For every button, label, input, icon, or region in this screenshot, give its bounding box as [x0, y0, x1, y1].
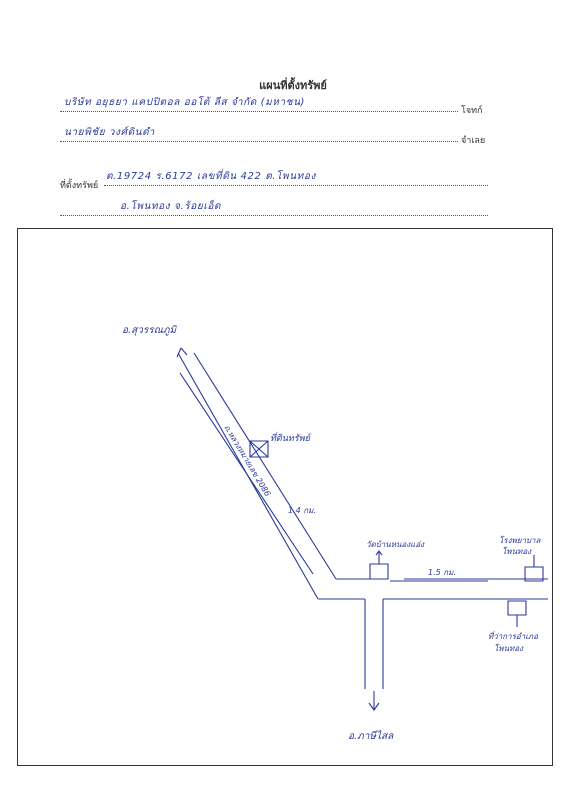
road-name: ถ.หลวงหมายเลข 2086 — [222, 423, 273, 499]
hospital-icon — [525, 555, 543, 581]
arrow-south — [369, 691, 379, 710]
district-office-icon — [508, 601, 526, 627]
location-line-2 — [60, 201, 488, 216]
hospital-label-2: โพนทอง — [502, 547, 532, 556]
label-south: อ.ภาษีไสล — [348, 731, 394, 742]
arrow-north — [177, 348, 187, 357]
defendant-value: นายพิชัย วงศ์ดินดำ — [64, 127, 155, 138]
location-value-2: อ.โพนทอง จ.ร้อยเอ็ด — [120, 201, 222, 212]
district-office-label-2: โพนทอง — [494, 644, 524, 653]
district-office-label-1: ที่ว่าการอำเภอ — [488, 632, 538, 641]
distance-2-label: 1.5 กม. — [428, 568, 456, 577]
page-title: แผนที่ตั้งทรัพย์ — [259, 79, 327, 92]
defendant-line — [60, 127, 458, 142]
location-map — [18, 229, 552, 765]
location-value-1: ต.19724 ร.6172 เลขที่ดิน 422 ต.โพนทอง — [106, 171, 316, 182]
hospital-label-1: โรงพยาบาล — [499, 536, 541, 545]
plaintiff-line — [60, 97, 458, 112]
map-frame — [17, 228, 553, 766]
distance-1-marker — [180, 373, 313, 574]
temple-icon — [370, 551, 388, 579]
plaintiff-value: บริษัท อยุธยา แคปปิตอล ออโต้ ลีส จำกัด (มหาชน) — [64, 97, 306, 108]
road-diagonal-edge-right — [194, 353, 336, 579]
temple-label: วัดบ้านหนองแอ่ง — [366, 540, 425, 549]
subject-property-label: ที่ดินทรัพย์ — [270, 434, 310, 444]
defendant-label: จำเลย — [461, 136, 486, 146]
label-north: อ.สุวรรณภูมิ — [122, 325, 177, 336]
distance-1-label: 1.4 กม. — [288, 506, 316, 515]
plaintiff-label: โจทก์ — [461, 106, 483, 116]
location-line-1 — [104, 171, 488, 186]
subject-property-icon — [250, 441, 268, 457]
location-label: ที่ตั้งทรัพย์ — [60, 181, 99, 191]
